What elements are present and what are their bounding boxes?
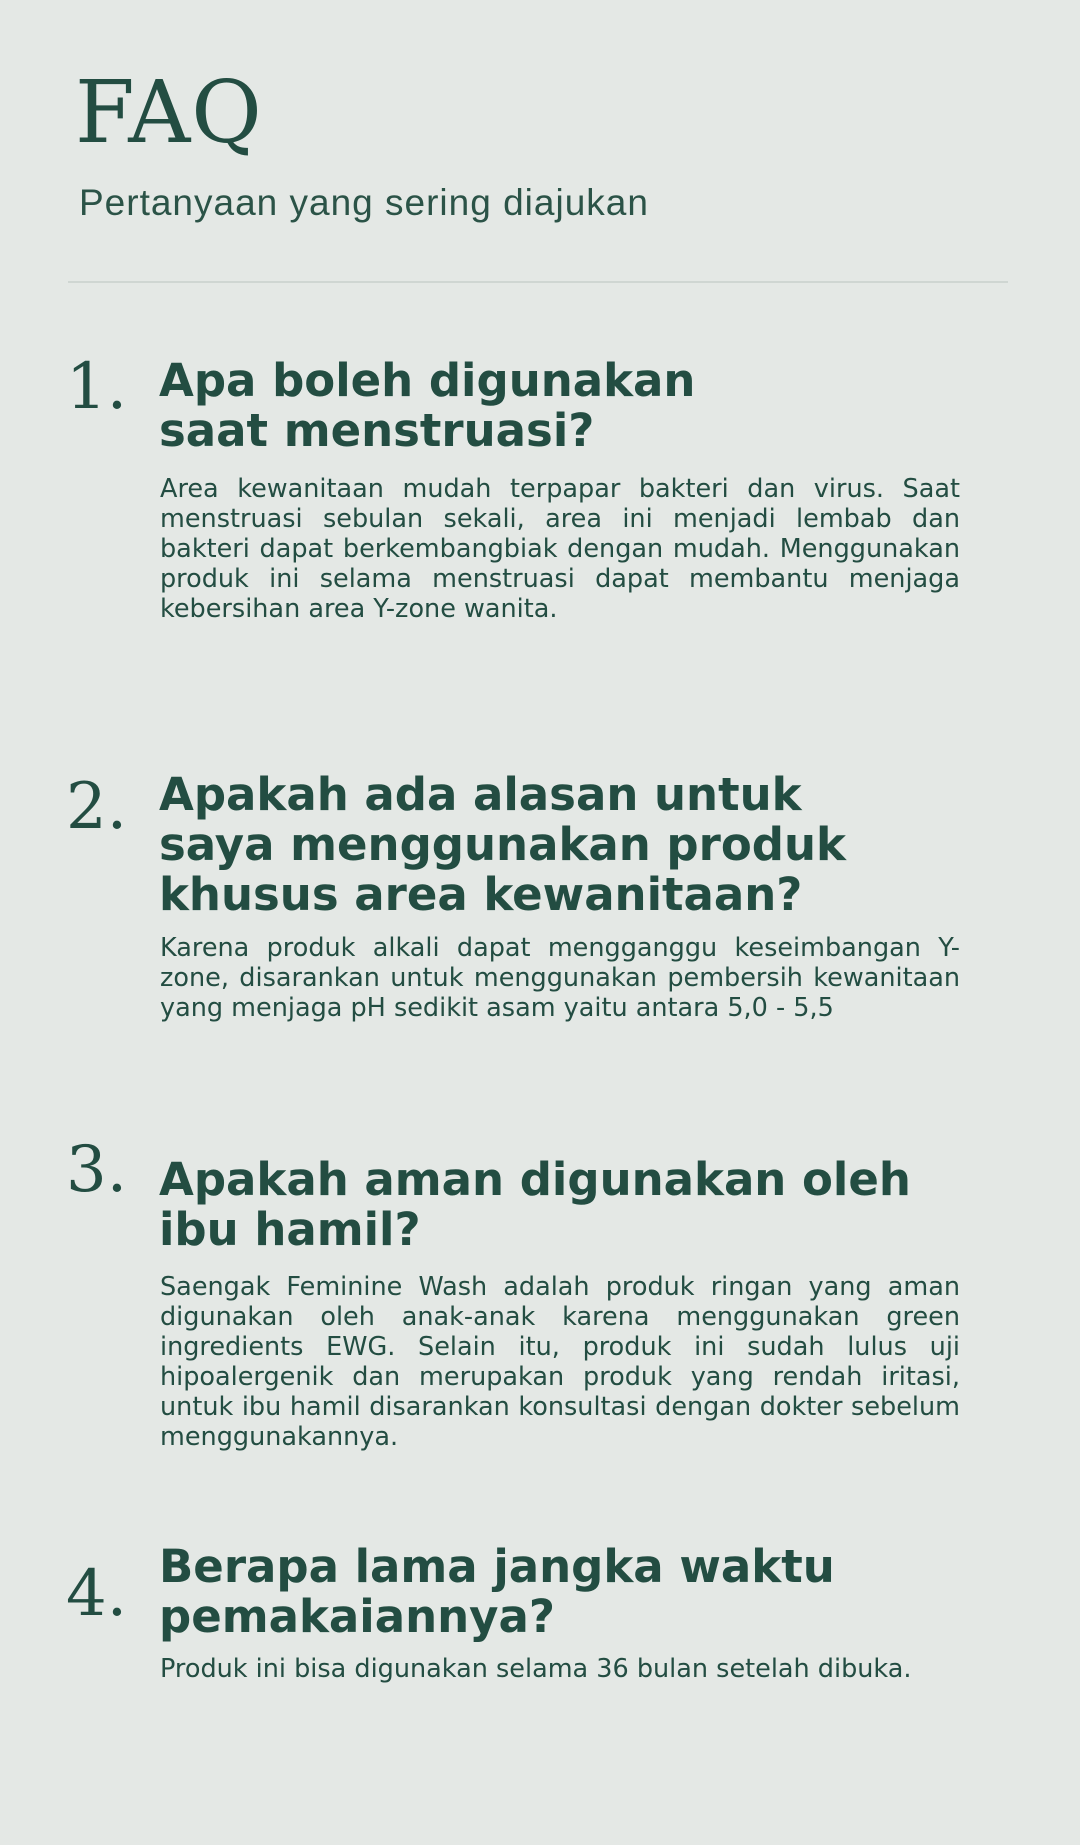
faq-number: 3. — [66, 1133, 128, 1207]
faq-number: 4. — [66, 1557, 128, 1631]
faq-question: Apakah ada alasan untuk saya menggunakan produk khusus area kewanitaan? — [159, 768, 846, 921]
page-title: FAQ — [75, 63, 263, 163]
page-subtitle: Pertanyaan yang sering diajukan — [79, 182, 649, 223]
faq-question: Apa boleh digunakan saat menstruasi? — [159, 354, 696, 457]
faq-question: Apakah aman digunakan oleh ibu hamil? — [159, 1153, 911, 1256]
faq-answer: Karena produk alkali dapat mengganggu keseimbangan Y-zone, disarankan untuk menggunakan pembersih kewanitaan yang menjaga pH sedikit asam yaitu antara 5,0 - 5,5 — [160, 933, 960, 1023]
faq-answer: Produk ini bisa digunakan selama 36 bulan setelah dibuka. — [160, 1654, 912, 1684]
faq-answer: Saengak Feminine Wash adalah produk ringan yang aman digunakan oleh anak-anak karena menggunakan green ingredients EWG. Selain itu, produk ini sudah lulus uji hipoalergenik dan merupakan produk yang rendah iritasi, untuk ibu hamil disarankan konsultasi dengan dokter sebelum menggunakannya. — [160, 1272, 960, 1452]
faq-answer: Area kewanitaan mudah terpapar bakteri dan virus. Saat menstruasi sebulan sekali, area ini menjadi lembab dan bakteri dapat berkembangbiak dengan mudah. Menggunakan produk ini selama menstruasi dapat membantu menjaga kebersihan area Y-zone wanita. — [160, 474, 960, 624]
faq-number: 1. — [66, 350, 128, 424]
header-divider — [68, 281, 1008, 283]
faq-number: 2. — [66, 770, 128, 844]
faq-question: Berapa lama jangka waktu pemakaiannya? — [159, 1540, 835, 1643]
